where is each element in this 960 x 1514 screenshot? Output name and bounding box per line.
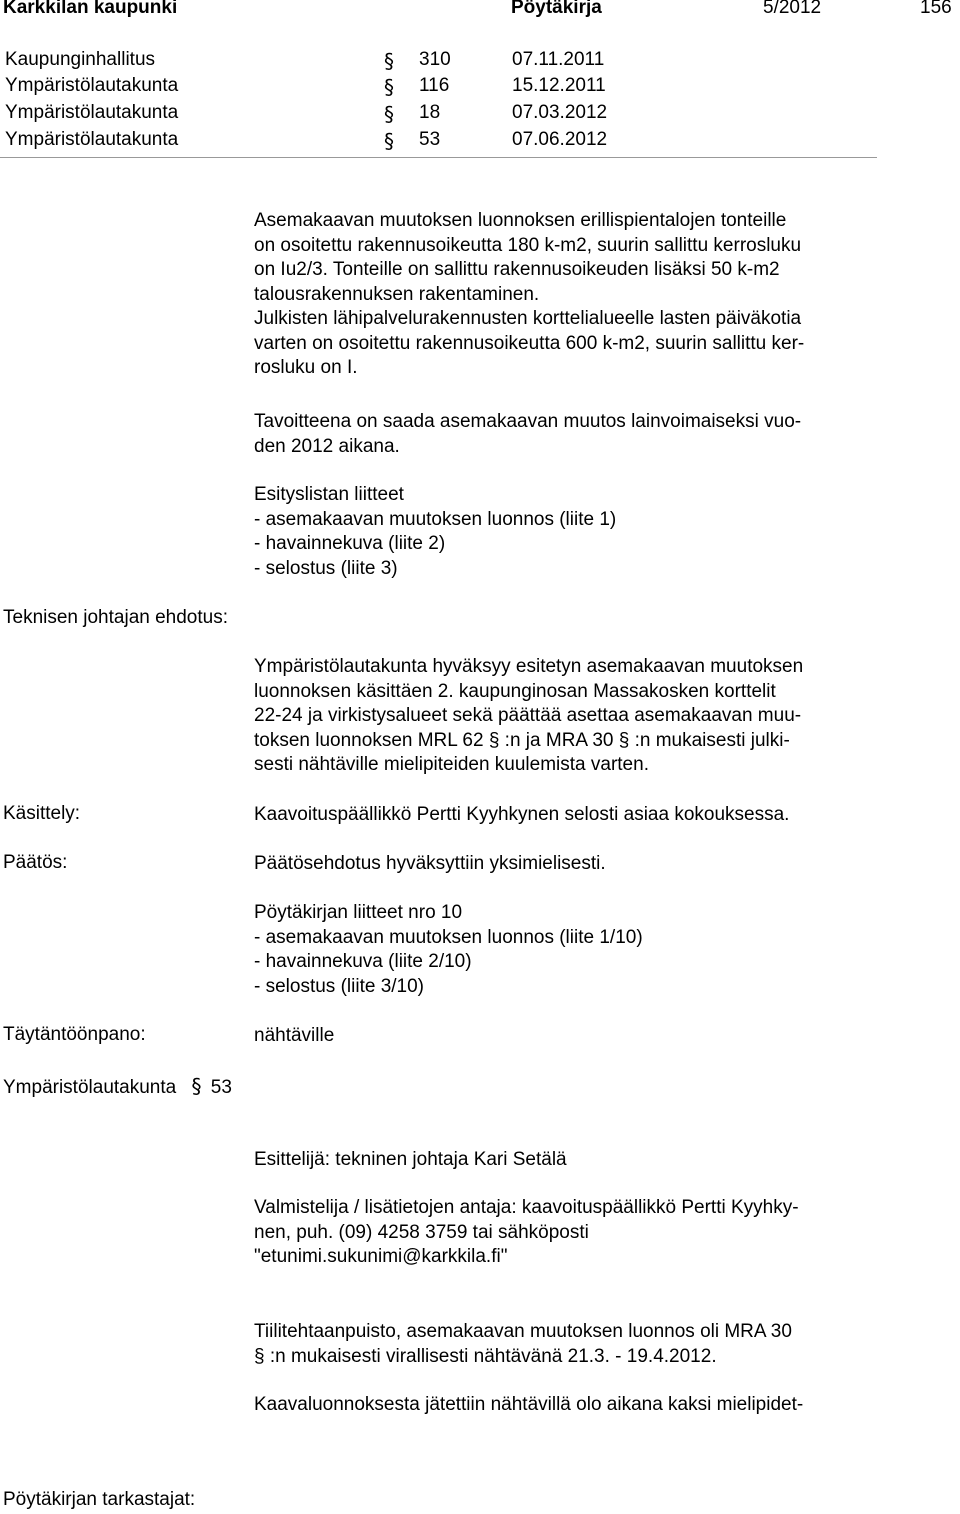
text-line: Pöytäkirjan liitteet nro 10 — [254, 902, 463, 923]
section-sign-icon: § — [384, 49, 394, 73]
text-line: Asemakaavan muutoksen luonnoksen erillispientalojen tonteille — [254, 210, 787, 231]
text-line: Tiilitehtaanpuisto, asemakaavan muutoksen luonnos oli MRA 30 — [254, 1321, 792, 1342]
goal-paragraph — [254, 410, 876, 459]
text-line: Esityslistan liitteet — [254, 484, 404, 505]
text-line: 22-24 ja virkistysalueet sekä päättää asettaa asemakaavan muu- — [254, 705, 802, 726]
text-line: Ympäristölautakunta hyväksyy esitetyn asemakaavan muutoksen — [254, 656, 804, 677]
text-line: - asemakaavan muutoksen luonnos (liite 1) — [254, 508, 617, 530]
text-line: talousrakennuksen rakentaminen. — [254, 283, 540, 305]
proposal-text — [254, 655, 876, 778]
text-line: nen, puh. (09) 4258 3759 tai sähköposti — [254, 1221, 589, 1243]
section-body: Ympäristölautakunta — [3, 1077, 177, 1098]
section-sign-icon: § — [384, 129, 394, 153]
municipality-name: Karkkilan kaupunki — [3, 0, 178, 18]
notice-paragraph — [254, 1320, 876, 1369]
text-line: "etunimi.sukunimi@karkkila.fi" — [254, 1246, 508, 1267]
handling-text: Kaavoituspäällikkö Pertti Kyyhkynen selosti asiaa kokouksessa. — [254, 804, 790, 825]
text-line: § :n mukaisesti virallisesti nähtävänä 21.3. - 19.4.2012. — [254, 1345, 717, 1367]
proposal-label: Teknisen johtajan ehdotus: — [3, 607, 228, 628]
text-line: Tavoitteena on saada asemakaavan muutos lainvoimaiseksi vuo- — [254, 411, 802, 432]
text-line: varten on osoitettu rakennusoikeutta 600 k-m2, suurin sallittu ker- — [254, 332, 805, 354]
reference-date: 07.03.2012 — [512, 102, 608, 123]
description-paragraph — [254, 209, 876, 381]
handling-label: Käsittely: — [3, 803, 81, 824]
text-line: on Iu2/3. Tonteille on sallittu rakennusoikeuden lisäksi 50 k-m2 — [254, 259, 780, 280]
section-sign-icon: § — [384, 75, 394, 99]
preparer-info — [254, 1196, 876, 1270]
text-line: on osoitettu rakennusoikeutta 180 k-m2, suurin sallittu kerrosluku — [254, 234, 802, 256]
reference-date: 15.12.2011 — [512, 75, 606, 96]
page-header — [0, 0, 960, 24]
agenda-attachments — [254, 483, 876, 581]
minutes-attachments — [254, 901, 876, 999]
reference-date: 07.11.2011 — [512, 49, 605, 70]
section-sign-icon: § — [191, 1074, 202, 1098]
text-line: toksen luonnoksen MRL 62 § :n ja MRA 30 § :n mukaisesti julki- — [254, 729, 790, 751]
text-line: luonnoksen käsittäen 2. kaupunginosan Massakosken korttelit — [254, 680, 776, 702]
text-line: - asemakaavan muutoksen luonnos (liite 1/10) — [254, 926, 643, 948]
section-sign-icon: § — [384, 102, 394, 126]
issue-number: 5/2012 — [763, 0, 822, 18]
text-line: - selostus (liite 3/10) — [254, 975, 425, 997]
reference-number: 53 — [419, 129, 441, 150]
reference-number: 18 — [419, 102, 441, 123]
text-line: den 2012 aikana. — [254, 435, 400, 457]
reference-body: Kaupunginhallitus — [5, 49, 156, 70]
opinions-line: Kaavaluonnoksesta jätettiin nähtävillä olo aikana kaksi mielipidet- — [254, 1394, 804, 1415]
reference-body: Ympäristölautakunta — [5, 102, 179, 123]
text-line: - selostus (liite 3) — [254, 557, 398, 579]
document-type: Pöytäkirja — [511, 0, 602, 18]
section-heading — [3, 1074, 232, 1099]
decision-label: Päätös: — [3, 852, 68, 873]
text-line: Valmistelija / lisätietojen antaja: kaavoituspäällikkö Pertti Kyyhky- — [254, 1197, 799, 1218]
reference-number: 116 — [419, 75, 450, 96]
text-line: sesti nähtäville mielipiteiden kuulemista varten. — [254, 754, 649, 775]
reference-date: 07.06.2012 — [512, 129, 608, 150]
checkers-label: Pöytäkirjan tarkastajat: — [3, 1489, 196, 1510]
text-line: rosluku on I. — [254, 357, 358, 378]
reference-body: Ympäristölautakunta — [5, 75, 179, 96]
page-number: 156 — [920, 0, 952, 18]
text-line: - havainnekuva (liite 2/10) — [254, 951, 472, 972]
enforcement-text: nähtäville — [254, 1025, 335, 1046]
reference-number: 310 — [419, 49, 451, 70]
text-line: Julkisten lähipalvelurakennusten korttelialueelle lasten päiväkotia — [254, 308, 802, 329]
section-number: 53 — [210, 1077, 232, 1098]
enforcement-label: Täytäntöönpano: — [3, 1024, 146, 1045]
presenter-line: Esittelijä: tekninen johtaja Kari Setälä — [254, 1149, 567, 1170]
header-divider — [0, 157, 877, 158]
decision-text: Päätösehdotus hyväksyttiin yksimielisesti. — [254, 853, 606, 874]
reference-body: Ympäristölautakunta — [5, 129, 179, 150]
text-line: - havainnekuva (liite 2) — [254, 533, 446, 554]
